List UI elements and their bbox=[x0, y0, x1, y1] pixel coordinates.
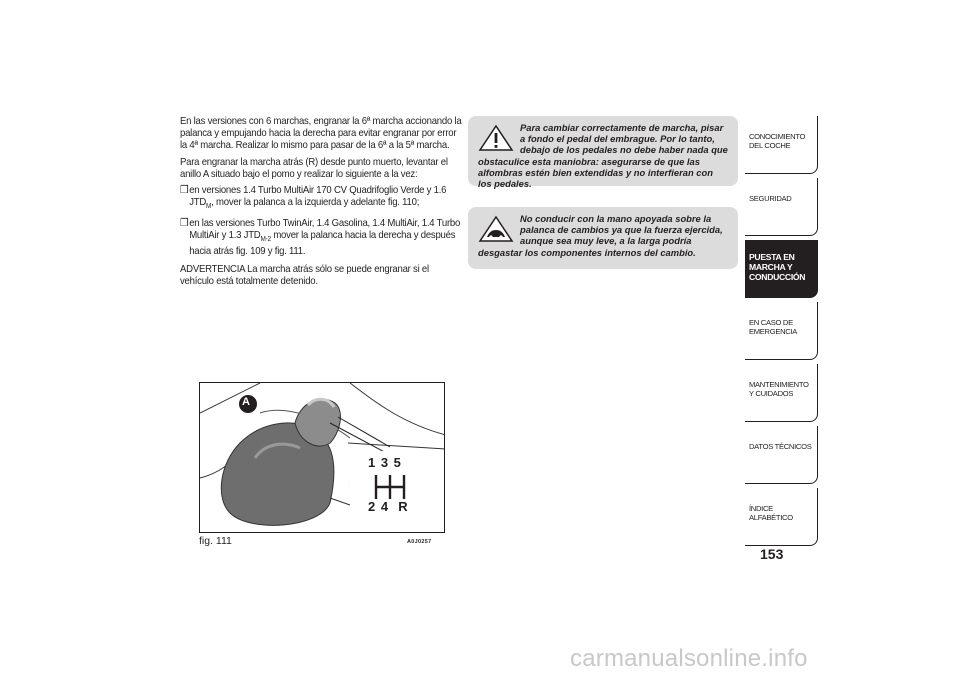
tab-datos-tecnicos[interactable]: DATOS TÉCNICOS bbox=[745, 426, 818, 484]
figure-caption: fig. 111 bbox=[199, 535, 232, 547]
callout-a-label: A bbox=[242, 396, 250, 408]
page-number: 153 bbox=[760, 546, 784, 562]
gear-numbers-bottom: 2 4 R bbox=[368, 499, 409, 514]
tab-emergencia[interactable]: EN CASO DE EMERGENCIA bbox=[745, 302, 818, 360]
paragraph-reverse-gear: Para engranar la marcha atrás (R) desde punto muerto, levantar el anillo A situado bajo el pomo y realizar lo siguiente a la vez: bbox=[180, 156, 448, 180]
paragraph-advertencia: ADVERTENCIA La marcha atrás sólo se puede engranar si el vehículo está totalmente detenido. bbox=[180, 264, 429, 288]
damage-warning-icon bbox=[478, 215, 514, 243]
watermark: carmanualsonline.info bbox=[570, 645, 808, 672]
tab-puesta-en-marcha[interactable]: PUESTA EN MARCHA Y CONDUCCIÓN bbox=[745, 240, 818, 298]
warning-triangle-icon bbox=[478, 124, 514, 152]
warning-text-hand: No conducir con la mano apoyada sobre la palanca de cambios ya que la fuerza ejercida, aunque sea muy leve, a la larga podría desgastar los componentes internos del cambio. bbox=[478, 213, 723, 258]
gear-numbers-top: 1 3 5 bbox=[368, 455, 402, 470]
warning-box-clutch bbox=[468, 116, 738, 190]
tab-conocimiento[interactable]: CONOCIMIENTO DEL COCHE bbox=[745, 116, 818, 174]
figure-gear-lever bbox=[199, 382, 445, 533]
tab-mantenimiento[interactable]: MANTENIMIENTO Y CUIDADOS bbox=[745, 364, 818, 422]
tab-indice[interactable]: ÍNDICE ALFABÉTICO bbox=[745, 488, 818, 546]
bullet-item-2: ❒ en las versiones Turbo TwinAir, 1.4 Gasolina, 1.4 MultiAir, 1.4 Turbo MultiAir y 1.3 $JTD_{M-2}$ mover la palanca hacia la derecha y después hacia atrás fig. 109 y fig. 111. bbox=[180, 217, 461, 257]
figure-code: A0J0257 bbox=[407, 539, 432, 545]
tab-seguridad[interactable]: SEGURIDAD bbox=[745, 178, 818, 236]
checkbox-bullet-icon: ❒ bbox=[180, 217, 189, 229]
body-text bbox=[180, 116, 462, 293]
paragraph-6th-gear: En las versiones con 6 marchas, engranar la 6ª marcha accionando la palanca y empujando hacia la derecha para evitar engranar por error la 4ª marcha. Realizar lo mismo para pasar de la 6ª a la 5ª marcha. bbox=[180, 116, 462, 152]
warning-box-hand bbox=[468, 207, 738, 269]
bullet-item-1: ❒ en versiones 1.4 Turbo MultiAir 170 CV Quadrifoglio Verde y 1.6 $JTD_M$, mover la palanca a la izquierda y adelante fig. 110; bbox=[180, 185, 462, 213]
warning-text-clutch: Para cambiar correctamente de marcha, pisar a fondo el pedal del embrague. Por lo tanto, debajo de los pedales no debe haber nada que obstaculice esta maniobra: asegurarse de que las alfombras estén bien extendidas y no interfieran con los pedales. bbox=[478, 122, 728, 190]
checkbox-bullet-icon: ❒ bbox=[180, 185, 189, 197]
